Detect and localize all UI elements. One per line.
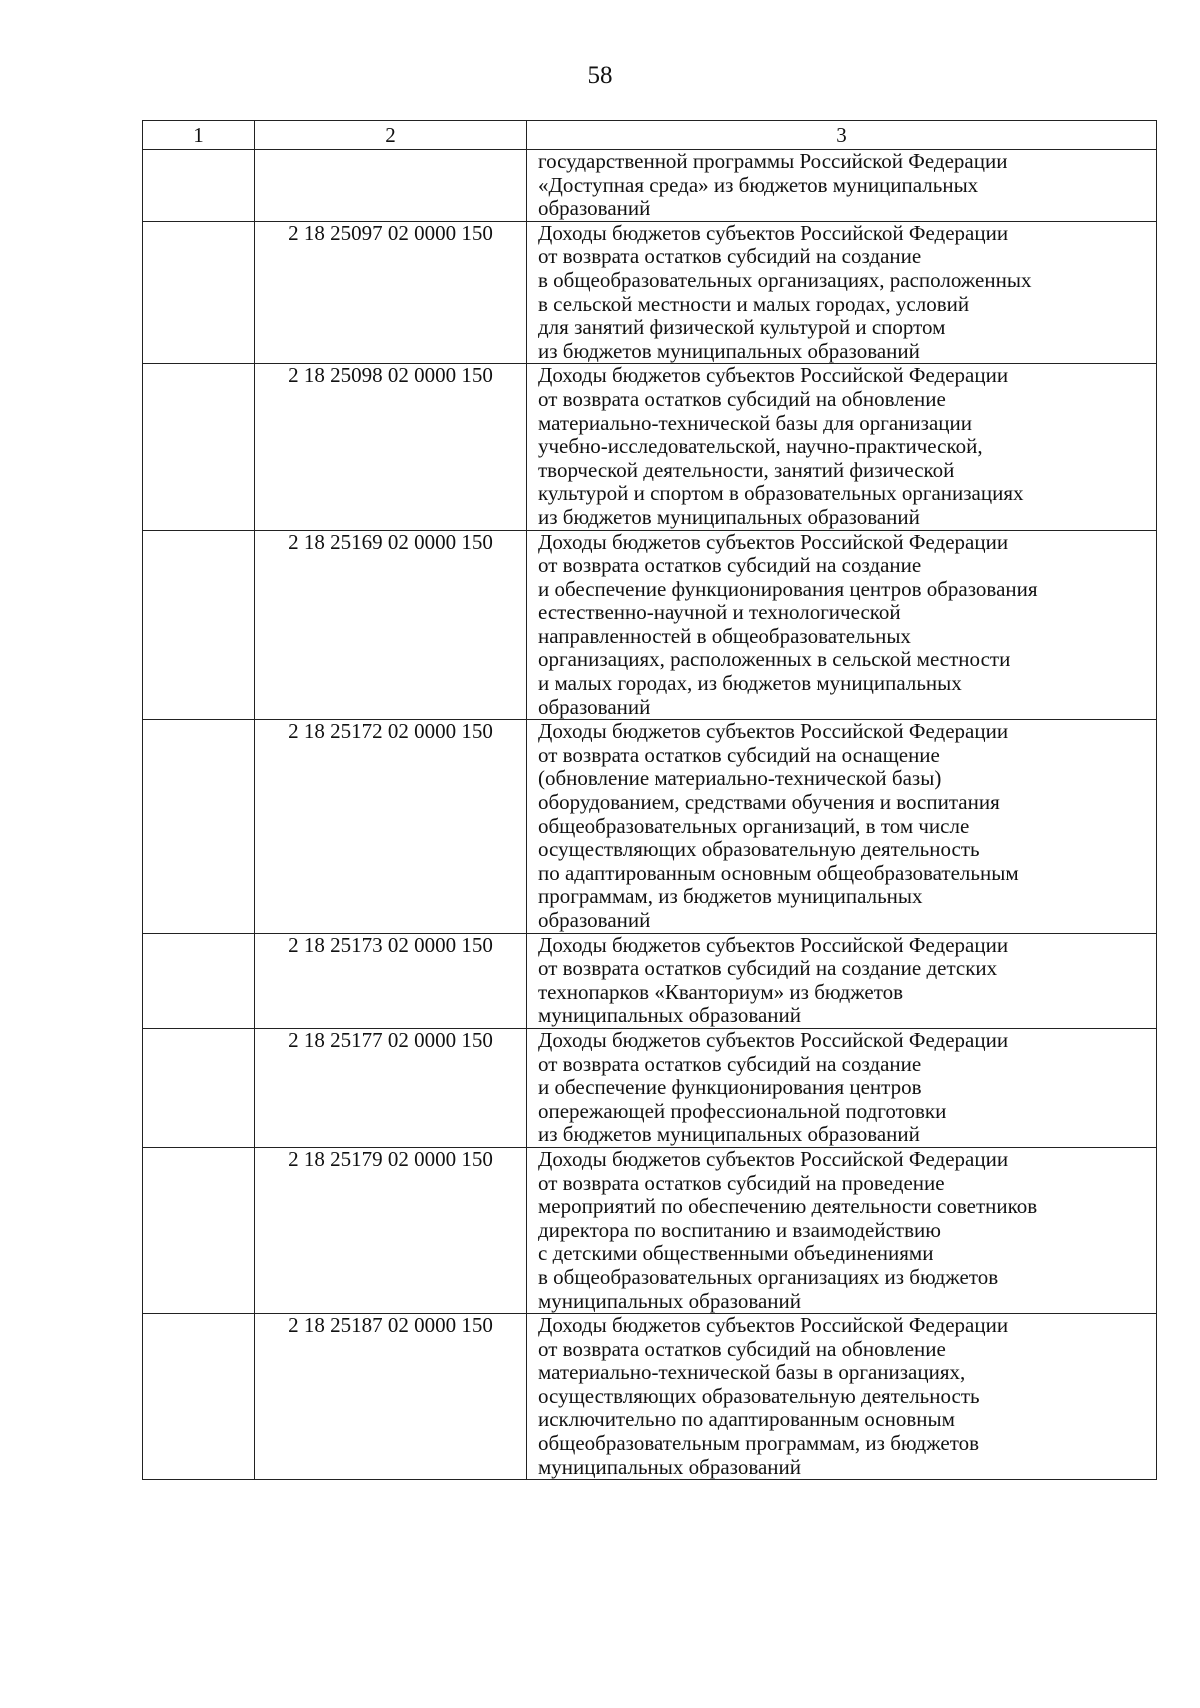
description-line: и малых городах, из бюджетов муниципальных [538, 671, 962, 696]
description-line: и обеспечение функционирования центров [538, 1075, 922, 1100]
description-line: технопарков «Кванториум» из бюджетов [538, 979, 904, 1004]
row-number-cell [143, 933, 255, 1028]
description-line: в сельской местности и малых городах, условий [538, 291, 970, 316]
row-number-cell [143, 364, 255, 530]
budget-code-cell: 2 18 25177 02 0000 150 [255, 1028, 527, 1147]
description-line: Доходы бюджетов субъектов Российской Федерации [538, 220, 1009, 245]
description-line: от возврата остатков субсидий на создание детских [538, 956, 998, 981]
revenue-codes-table [142, 120, 1157, 1480]
budget-code-cell: 2 18 25097 02 0000 150 [255, 221, 527, 364]
table-row [143, 1314, 1157, 1480]
description-line: оборудованием, средствами обучения и воспитания [538, 790, 1000, 815]
table-header-row [143, 121, 1157, 150]
description-line: директора по воспитанию и взаимодействию [538, 1217, 941, 1242]
description-line: от возврата остатков субсидий на проведение [538, 1170, 945, 1195]
description-line: муниципальных образований [538, 1288, 801, 1313]
row-number-cell [143, 1147, 255, 1313]
description-cell [527, 150, 1157, 222]
description-line: из бюджетов муниципальных образований [538, 504, 920, 529]
description-line: естественно-научной и технологической [538, 600, 901, 625]
description-line: (обновление материально-технической базы) [538, 766, 942, 791]
budget-code-cell: 2 18 25098 02 0000 150 [255, 364, 527, 530]
budget-code-cell: 2 18 25179 02 0000 150 [255, 1147, 527, 1313]
description-cell [527, 720, 1157, 933]
table-row [143, 221, 1157, 364]
row-number-cell [143, 1314, 255, 1480]
description-line: из бюджетов муниципальных образований [538, 1122, 920, 1147]
description-line: с детскими общественными объединениями [538, 1241, 934, 1266]
description-cell [527, 1314, 1157, 1480]
budget-code-cell: 2 18 25187 02 0000 150 [255, 1314, 527, 1480]
description-line: Доходы бюджетов субъектов Российской Федерации [538, 1313, 1009, 1338]
row-number-cell [143, 1028, 255, 1147]
description-line: программам, из бюджетов муниципальных [538, 884, 923, 909]
description-line: Доходы бюджетов субъектов Российской Федерации [538, 529, 1009, 554]
description-line: «Доступная среда» из бюджетов муниципальных [538, 172, 979, 197]
description-line: осуществляющих образовательную деятельность [538, 1383, 980, 1408]
description-line: общеобразовательных организаций, в том числе [538, 813, 970, 838]
description-line: от возврата остатков субсидий на создание [538, 244, 922, 269]
column-header-3: 3 [527, 121, 1157, 150]
description-line: от возврата остатков субсидий на оснащение [538, 742, 940, 767]
description-line: осуществляющих образовательную деятельность [538, 837, 980, 862]
description-line: опережающей профессиональной подготовки [538, 1098, 947, 1123]
table-row [143, 933, 1157, 1028]
description-line: организациях, расположенных в сельской местности [538, 647, 1011, 672]
description-line: Доходы бюджетов субъектов Российской Федерации [538, 932, 1009, 957]
description-line: творческой деятельности, занятий физической [538, 457, 955, 482]
column-header-1: 1 [143, 121, 255, 150]
description-line: мероприятий по обеспечению деятельности советников [538, 1194, 1038, 1219]
description-line: материально-технической базы для организации [538, 410, 972, 435]
description-cell [527, 530, 1157, 720]
description-line: от возврата остатков субсидий на обновление [538, 386, 946, 411]
description-cell [527, 1028, 1157, 1147]
description-line: исключительно по адаптированным основным [538, 1407, 955, 1432]
description-line: и обеспечение функционирования центров образования [538, 576, 1038, 601]
description-cell [527, 364, 1157, 530]
table-row [143, 1028, 1157, 1147]
description-cell [527, 933, 1157, 1028]
description-line: Доходы бюджетов субъектов Российской Федерации [538, 719, 1009, 744]
description-line: муниципальных образований [538, 1003, 801, 1028]
description-line: учебно-исследовательской, научно-практической, [538, 434, 983, 459]
budget-code-cell [255, 150, 527, 222]
description-line: общеобразовательным программам, из бюджетов [538, 1431, 980, 1456]
table-row [143, 150, 1157, 222]
description-line: образований [538, 196, 651, 221]
description-line: культурой и спортом в образовательных организациях [538, 481, 1024, 506]
description-line: государственной программы Российской Федерации [538, 149, 1008, 173]
description-line: образований [538, 908, 651, 932]
table-body [143, 121, 1157, 1480]
column-header-2: 2 [255, 121, 527, 150]
budget-code-cell: 2 18 25172 02 0000 150 [255, 720, 527, 933]
description-line: Доходы бюджетов субъектов Российской Федерации [538, 1146, 1009, 1171]
description-line: для занятий физической культурой и спортом [538, 315, 946, 340]
description-cell [527, 221, 1157, 364]
row-number-cell [143, 150, 255, 222]
description-line: муниципальных образований [538, 1454, 801, 1479]
budget-code-cell: 2 18 25173 02 0000 150 [255, 933, 527, 1028]
description-line: по адаптированным основным общеобразовательным [538, 860, 1019, 885]
table-row [143, 1147, 1157, 1313]
description-line: от возврата остатков субсидий на создание [538, 553, 922, 578]
table-row [143, 364, 1157, 530]
description-line: Доходы бюджетов субъектов Российской Федерации [538, 363, 1009, 388]
description-line: Доходы бюджетов субъектов Российской Федерации [538, 1027, 1009, 1052]
description-line: в общеобразовательных организациях, расположенных [538, 267, 1032, 292]
description-line: материально-технической базы в организациях, [538, 1360, 966, 1385]
row-number-cell [143, 530, 255, 720]
description-cell [527, 1147, 1157, 1313]
description-line: направленностей в общеобразовательных [538, 623, 911, 648]
table-row [143, 720, 1157, 933]
description-line: от возврата остатков субсидий на обновление [538, 1336, 946, 1361]
description-line: образований [538, 694, 651, 719]
budget-code-cell: 2 18 25169 02 0000 150 [255, 530, 527, 720]
row-number-cell [143, 221, 255, 364]
table-row [143, 530, 1157, 720]
description-line: из бюджетов муниципальных образований [538, 338, 920, 363]
description-line: от возврата остатков субсидий на создание [538, 1051, 922, 1076]
description-line: в общеобразовательных организациях из бюджетов [538, 1264, 999, 1289]
row-number-cell [143, 720, 255, 933]
page-number: 58 [587, 62, 613, 89]
